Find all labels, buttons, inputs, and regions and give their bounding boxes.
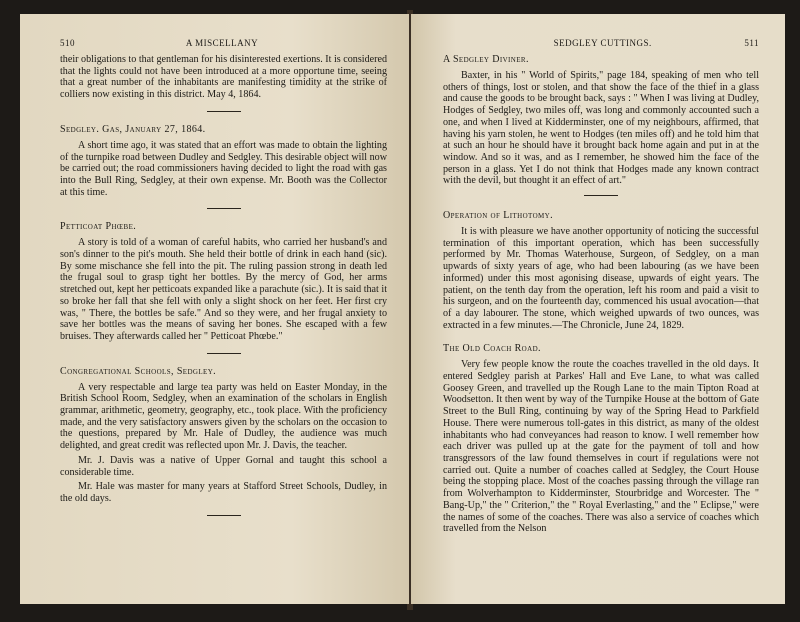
section-heading: The Old Coach Road. xyxy=(443,343,541,355)
section-paragraph: Very few people know the route the coaches travelled in the old days. It entered Sedgley parish at Parkes' Hall and Eve Lane, to what was called Goosey Green, and travelled up the Rough Lane to the main Tipton Road at Woodsetton. It then went by way of the Turnpike House at the bottom of Gate Street to the Bull Ring, continuing by way of the Spring Head to Parkfield House. There were numerous toll-gates in this district, as many of the oldest inhabitants who had conveyances had reason to know. I well remember how each driver was pulled up at the gate for the payment of toll and how transgressors of the law found themselves in court if regulations were not carried out. Quite a number of coaches called at Sedgley, the Court House being the stopping place. Most of the coaches passing through the village ran from Wolverhampton to Kidderminster, Stourbridge and Worcester. The " Bang-Up," the " Criterion," the " Royal Everlasting," and the " Eclipse," were the names of some of the coaches. There was also a service of coaches which travelled from the Nelson xyxy=(443,359,759,535)
section-heading: Congregational Schools, Sedgley. xyxy=(60,365,217,377)
section-heading: Sedgley. Gas, January 27, 1864. xyxy=(60,123,206,135)
right-running-head xyxy=(443,38,759,48)
section-divider xyxy=(207,515,241,516)
section-divider xyxy=(207,353,241,354)
left-running-title: A MISCELLANY xyxy=(185,38,259,48)
section-paragraph: Mr. Hale was master for many years at Stafford Street Schools, Dudley, in the old days. xyxy=(60,481,387,504)
left-page-number: 510 xyxy=(60,38,75,48)
section-divider xyxy=(584,195,618,196)
right-running-title: SEDGLEY CUTTINGS. xyxy=(553,38,652,48)
section-paragraph: It is with pleasure we have another opportunity of noticing the successful termination of this important operation, which has been successfully performed by Mr. Thomas Waterhouse, Surgeon, of Sedgley, on a man upwards of sixty years of age, who had been labouring (as we have been informed) under this most agonising disease, upwards of eight years. The patient, on the tenth day from the operation, left his room and paid a visit to his surgeon, and on the fourteenth day, commenced his usual avocation—that of a day labourer. The stone, which weighed upwards of two ounces, was extracted in a few minutes.—The Chronicle, June 24, 1829. xyxy=(443,226,759,331)
left-opening-paragraph: their obligations to that gentleman for his disinterested exertions. It is considered that the lights could not have been introduced at a more opportune time, seeing that a great number of the inhabitants are manifesting timidity at the strike of colliers now existing in this district. May 4, 1864. xyxy=(60,54,387,101)
section-paragraph: A short time ago, it was stated that an effort was made to obtain the lighting of the turnpike road between Dudley and Sedgley. This desirable object will now be carried out; the road commissioners having decided to light the road with gas into the Bull Ring, Sedgley, at their own expense. Mr. Booth was the Collector at this time. xyxy=(60,139,387,198)
section-paragraph: A very respectable and large tea party was held on Easter Monday, in the British School Room, Sedgley, when an examination of the scholars in English grammar, arithmetic, geometry, geography, etc., took place. With the proficiency made, and the very satisfactory answers given by the scholars on the occasion to the questions, prepared by Mr. Hale of Dudley, the audience was much delighted, and great credit was reflected upon Mr. J. Davis, the teacher. xyxy=(60,381,387,452)
section-paragraph: A story is told of a woman of careful habits, who carried her husband's and son's dinner to the pit's mouth. She held their bottle of drink in each hand (sic). By some mischance she fell into the pit. The ruling passion strong in death led the frugal soul to grasp tight her bottles. By the mercy of God, her arms stretched out, kept her petticoats expanded like a parachute (sic.). It is said that it so broke her fall that she fell with only a slight shock on her feet. Her first cry was, " There, the bottles be safe." And so they were, and her frugal anxiety to save her bottles was the means of saving her bones. She escaped with a few bruises. They afterwards called her " Petticoat Phœbe." xyxy=(60,237,387,342)
section-heading: A Sedgley Diviner. xyxy=(443,54,529,65)
section-divider xyxy=(207,111,241,112)
section-paragraph: Mr. J. Davis was a native of Upper Gornal and taught this school a considerable time. xyxy=(60,454,387,478)
right-page-number: 511 xyxy=(744,38,759,48)
section-divider xyxy=(207,208,241,209)
right-page xyxy=(411,14,785,604)
left-page xyxy=(20,14,409,604)
section-heading: Operation of Lithotomy. xyxy=(443,210,554,222)
section-paragraph: Baxter, in his " World of Spirits," page 184, speaking of men who tell others of things, lost or stolen, and that show the face of the thief in a glass and cause the goods to be brought back, says : " When I was living at Dudley, Hodges of Sedgley, two miles off, was long and commonly accounted such a one, and when I lived at Kidderminster, one of my neighbours, affirmed, that having his yarn stolen, he went to Hodges (ten miles off) and he told him that at such an hour he should have it brought back home again and put in at the window. And so it was, and as I remember, he showed him the face of the person in a glass. Yet I do not think that Hodges made any known contract with the devil, but thought it an effect of art." xyxy=(443,70,759,187)
left-running-head xyxy=(60,38,387,48)
section-heading: Petticoat Phœbe. xyxy=(60,221,137,233)
